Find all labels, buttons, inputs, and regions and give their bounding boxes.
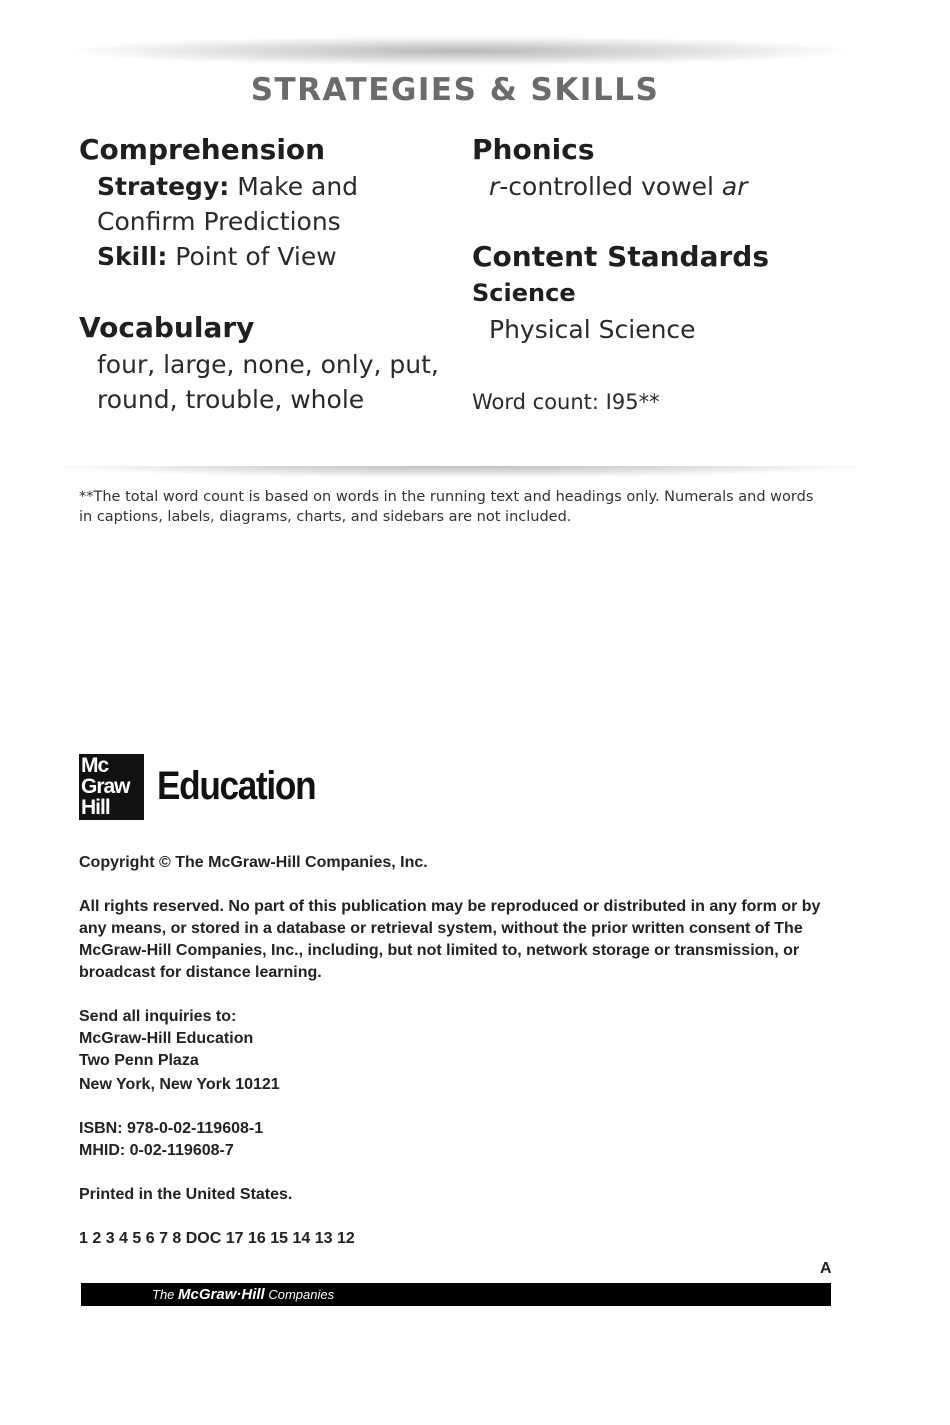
skill-value: Point of View — [175, 242, 337, 271]
printed-in: Printed in the United States. — [79, 1186, 293, 1203]
phonics-heading: Phonics — [472, 133, 595, 166]
vocabulary-line-2: round, trouble, whole — [97, 385, 365, 414]
word-count: Word count: I95** — [472, 390, 660, 414]
vocabulary-heading: Vocabulary — [79, 311, 255, 344]
box-background-lower — [40, 420, 880, 462]
printing-letter: A — [820, 1260, 832, 1277]
isbn: ISBN: 978-0-02-119608-1 — [79, 1120, 264, 1137]
footer-company: McGraw·Hill — [178, 1286, 265, 1303]
strategy-value-1: Make and — [237, 172, 359, 201]
rights-line-2: any means, or stored in a database or retrieval system, without the prior written consent of The — [79, 920, 803, 937]
footer-bar — [81, 1283, 831, 1306]
mhid: MHID: 0-02-119608-7 — [79, 1142, 234, 1159]
rights-line-3: McGraw-Hill Companies, Inc., including, but not limited to, network storage or transmission, or — [79, 942, 800, 959]
strategy-value-2: Confirm Predictions — [97, 207, 341, 236]
box-top-shadow — [60, 36, 860, 66]
footer-the: The — [152, 1287, 175, 1302]
phonics-r: r — [489, 172, 500, 201]
comprehension-heading: Comprehension — [79, 133, 326, 166]
logo-line-mc: Mc — [81, 754, 109, 777]
education-wordmark: Education — [157, 764, 316, 808]
strategy-line — [97, 169, 457, 204]
footer-company-text — [152, 1286, 334, 1303]
footnote-line-2: in captions, labels, diagrams, charts, and sidebars are not included. — [79, 509, 572, 525]
mcgraw-hill-logo — [79, 754, 144, 820]
phonics-text: -controlled vowel — [499, 172, 722, 201]
inquiries-line-4: New York, New York 10121 — [79, 1076, 280, 1093]
inquiries-line-3: Two Penn Plaza — [79, 1052, 199, 1069]
rights-line-4: broadcast for distance learning. — [79, 964, 322, 981]
strategy-label: Strategy: — [97, 172, 230, 201]
skill-line — [97, 239, 337, 274]
strategies-skills-title: STRATEGIES & SKILLS — [250, 72, 660, 108]
logo-line-hill: Hill — [81, 796, 110, 819]
inquiries-line-2: McGraw-Hill Education — [79, 1030, 254, 1047]
phonics-ar: ar — [721, 172, 748, 201]
phonics-line — [489, 169, 748, 204]
physical-science: Physical Science — [489, 315, 696, 344]
skill-label: Skill: — [97, 242, 168, 271]
vocabulary-line-1: four, large, none, only, put, — [97, 350, 439, 379]
inquiries-line-1: Send all inquiries to: — [79, 1008, 237, 1025]
content-standards-heading: Content Standards — [472, 240, 769, 273]
rights-line-1: All rights reserved. No part of this publication may be reproduced or distributed in any form or by — [79, 898, 821, 915]
copyright-line: Copyright © The McGraw-Hill Companies, Inc. — [79, 854, 428, 871]
logo-line-graw: Graw — [81, 775, 130, 798]
science-subheading: Science — [472, 279, 576, 307]
footnote-line-1: **The total word count is based on words in the running text and headings only. Numerals and words — [79, 489, 814, 505]
footer-companies: Companies — [268, 1287, 335, 1302]
printing-line: 1 2 3 4 5 6 7 8 DOC 17 16 15 14 13 12 — [79, 1230, 355, 1247]
